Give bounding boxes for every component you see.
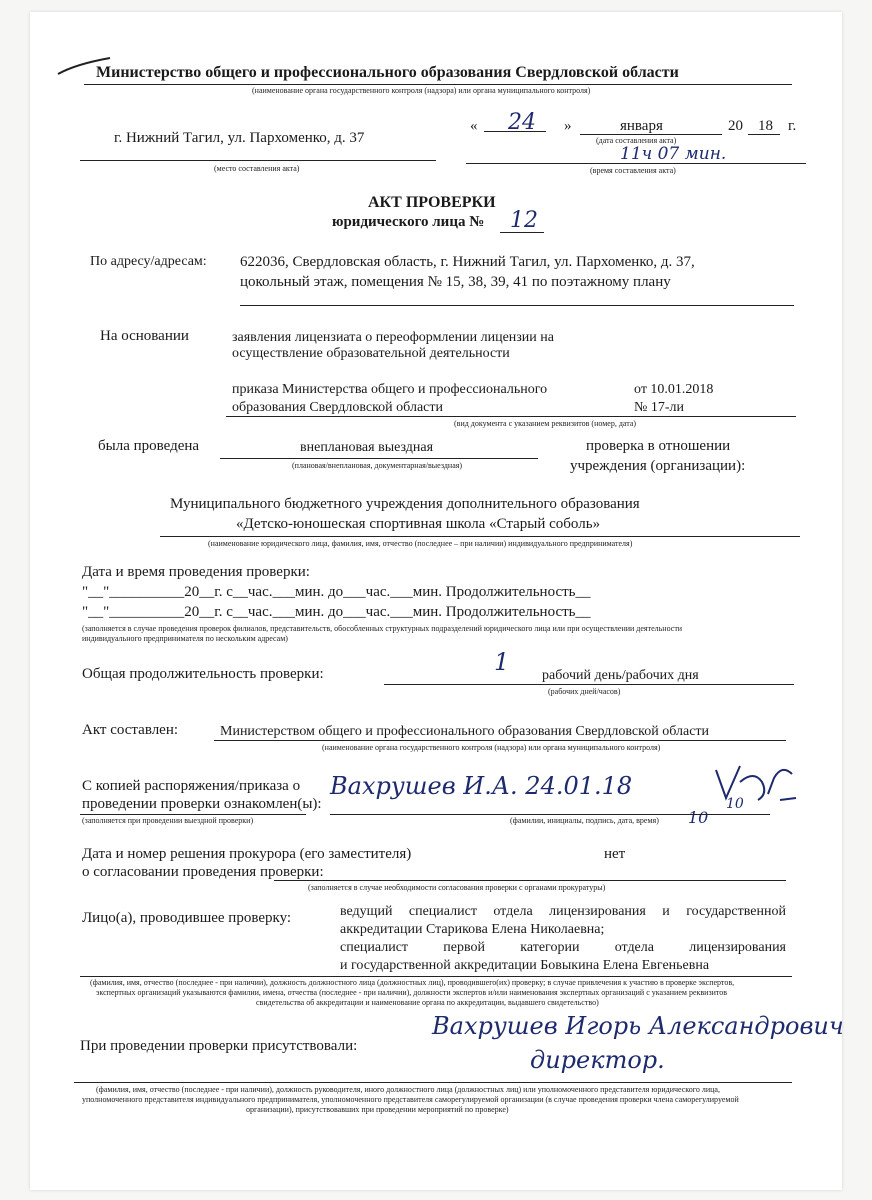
signature-icon xyxy=(710,760,800,816)
address-line-2: цокольный этаж, помещения № 15, 38, 39, 41 по поэтажному плану xyxy=(240,274,671,290)
address-underline xyxy=(240,305,794,306)
organization-line-1: Муниципального бюджетного учреждения дополнительного образования xyxy=(170,496,640,512)
present-handwritten-2: директор. xyxy=(530,1046,665,1074)
duration-caption: (рабочих дней/часов) xyxy=(548,687,621,696)
act-time: 11ч 07 мин. xyxy=(620,144,727,164)
duration-value: 1 xyxy=(494,648,510,676)
composed-value: Министерством общего и профессионального образования Свердловской области xyxy=(220,724,710,739)
organization-line-2: «Детско-юношеская спортивная школа «Старый соболь» xyxy=(236,516,601,532)
acquainted-handwritten: Вахрушев И.А. 24.01.18 xyxy=(330,772,633,800)
order-date: от 10.01.2018 xyxy=(634,382,714,397)
date-caption: (дата составления акта) xyxy=(596,136,677,145)
order-number: № 17-ли xyxy=(634,400,684,415)
act-year: 18 xyxy=(758,118,773,134)
header-underline xyxy=(84,84,792,85)
basis-caption: (вид документа с указанием реквизитов (номер, дата) xyxy=(454,419,637,428)
time-caption: (время составления акта) xyxy=(590,166,676,175)
day-open-quote: « xyxy=(470,118,478,134)
signature-time-2: 10 xyxy=(726,796,744,812)
inspectors-caption-3: свидетельства об аккредитации и наименование органа по аккредитации, выдавшего свидетельство) xyxy=(256,998,599,1007)
act-title: АКТ ПРОВЕРКИ xyxy=(368,194,496,211)
inspectors-line-1: ведущий специалист отдела лицензирования и государственной xyxy=(340,904,786,919)
datetime-caption-1: (заполняется в случае проведения проверок филиалов, представительств, обособленных структурных подразделений юридического лица или при осуществлении деятельности xyxy=(82,624,683,633)
act-number-underline xyxy=(500,232,544,233)
ministry-header: Министерство общего и профессионального образования Свердловской области xyxy=(96,64,679,81)
present-caption-1: (фамилия, имя, отчество (последнее - при наличии), должность руководителя, иного должностного лица (должностных лиц) или уполномоченного представителя юридического лица, xyxy=(96,1085,720,1094)
ministry-caption: (наименование органа государственного контроля (надзора) или органа муниципального контроля) xyxy=(252,86,591,95)
address-label: По адресу/адресам: xyxy=(90,254,207,269)
composed-label: Акт составлен: xyxy=(82,722,179,738)
basis-line-1: заявления лицензиата о переоформлении лицензии на xyxy=(232,330,554,345)
time-underline xyxy=(466,163,806,164)
conducted-right-line-1: проверка в отношении xyxy=(586,438,731,454)
present-label: При проведении проверки присутствовали: xyxy=(80,1038,358,1054)
prosecutor-value: нет xyxy=(604,846,626,862)
acquainted-right-underline xyxy=(330,814,770,815)
present-handwritten-1: Вахрушев Игорь Александрович xyxy=(432,1012,844,1040)
conducted-type: внеплановая выездная xyxy=(300,440,434,455)
act-place: г. Нижний Тагил, ул. Пархоменко, д. 37 xyxy=(114,130,365,146)
basis-line-2: осуществление образовательной деятельности xyxy=(232,346,510,361)
acquainted-caption-right: (фамилии, инициалы, подпись, дата, время) xyxy=(510,816,659,825)
day-close-quote: » xyxy=(564,118,572,134)
prosecutor-underline xyxy=(274,880,786,881)
signature-time-1: 10 xyxy=(688,808,709,827)
inspectors-caption-2: экспертных организаций указываются фамилии, имена, отчества (последнее - при наличии), должности экспертов и/или наименования экспертных организаций с указанием реквизитов xyxy=(96,988,728,997)
present-caption-3: организации), присутствовавших при проведении мероприятий по проверке) xyxy=(246,1105,509,1114)
duration-unit: рабочий день/рабочих дня xyxy=(542,668,699,683)
composed-caption: (наименование органа государственного контроля (надзора) или органа муниципального контроля) xyxy=(322,743,661,752)
acquainted-line-2: проведении проверки ознакомлен(ы): xyxy=(82,796,322,812)
datetime-caption-2: индивидуального предпринимателя по нескольким адресам) xyxy=(82,634,288,643)
year-underline xyxy=(748,134,780,135)
prosecutor-line-2: о согласовании проведения проверки: xyxy=(82,864,324,880)
acquainted-left-underline xyxy=(80,814,306,815)
present-caption-2: уполномоченного представителя индивидуального предпринимателя, уполномоченного представителя саморегулируемой организации (в случае проведения проверки члена саморегулируемой xyxy=(82,1095,739,1104)
address-line-1: 622036, Свердловская область, г. Нижний Тагил, ул. Пархоменко, д. 37, xyxy=(240,254,695,270)
place-caption: (место составления акта) xyxy=(214,164,300,173)
basis-label: На основании xyxy=(100,328,189,344)
conducted-label: была проведена xyxy=(98,438,200,454)
place-underline xyxy=(80,160,436,161)
acquainted-line-1: С копией распоряжения/приказа о xyxy=(82,778,301,794)
inspectors-label: Лицо(а), проводившее проверку: xyxy=(82,910,292,926)
act-day: 24 xyxy=(508,110,536,135)
inspectors-line-2: аккредитации Старикова Елена Николаевна; xyxy=(340,922,605,937)
conducted-underline xyxy=(220,458,538,459)
act-month: января xyxy=(620,118,663,134)
organization-underline xyxy=(160,536,800,537)
inspectors-underline xyxy=(80,976,792,977)
duration-label: Общая продолжительность проверки: xyxy=(82,666,324,682)
organization-caption: (наименование юридического лица, фамилия, имя, отчество (последнее – при наличии) индивидуального предпринимателя) xyxy=(208,539,633,548)
year-suffix: г. xyxy=(788,118,797,134)
day-underline xyxy=(484,131,546,132)
prosecutor-caption: (заполняется в случае необходимости согласования проверки с органами прокуратуры) xyxy=(308,883,606,892)
act-subtitle: юридического лица № xyxy=(332,214,485,230)
year-prefix: 20 xyxy=(728,118,743,134)
present-underline xyxy=(74,1082,792,1083)
order-line-1: приказа Министерства общего и профессионального xyxy=(232,382,548,397)
acquainted-caption-left: (заполняется при проведении выездной проверки) xyxy=(82,816,254,825)
basis-underline xyxy=(226,416,796,417)
datetime-row-2: "__"__________20__г. с__час.___мин. до___час.___мин. Продолжительность__ xyxy=(82,604,591,620)
inspectors-line-4: и государственной аккредитации Бовыкина Елена Евгеньевна xyxy=(340,958,710,973)
inspectors-line-3: специалист первой категории отдела лицензирования xyxy=(340,940,786,955)
composed-underline xyxy=(214,740,786,741)
act-number: 12 xyxy=(510,208,538,233)
duration-underline xyxy=(384,684,794,685)
order-line-2: образования Свердловской области xyxy=(232,400,443,415)
datetime-row-1: "__"__________20__г. с__час.___мин. до___час.___мин. Продолжительность__ xyxy=(82,584,591,600)
month-underline xyxy=(580,134,722,135)
act-document-page xyxy=(30,12,842,1190)
inspectors-caption-1: (фамилия, имя, отчество (последнее - при наличии), должность должностного лица (должностных лиц), проводившего(их) проверку; в случае привлечения к участию в проверке экспертов, xyxy=(90,978,735,987)
prosecutor-line-1: Дата и номер решения прокурора (его заместителя) xyxy=(82,846,412,862)
conducted-caption: (плановая/внеплановая, документарная/выездная) xyxy=(292,461,463,470)
conducted-right-line-2: учреждения (организации): xyxy=(570,458,746,474)
datetime-label: Дата и время проведения проверки: xyxy=(82,564,310,580)
